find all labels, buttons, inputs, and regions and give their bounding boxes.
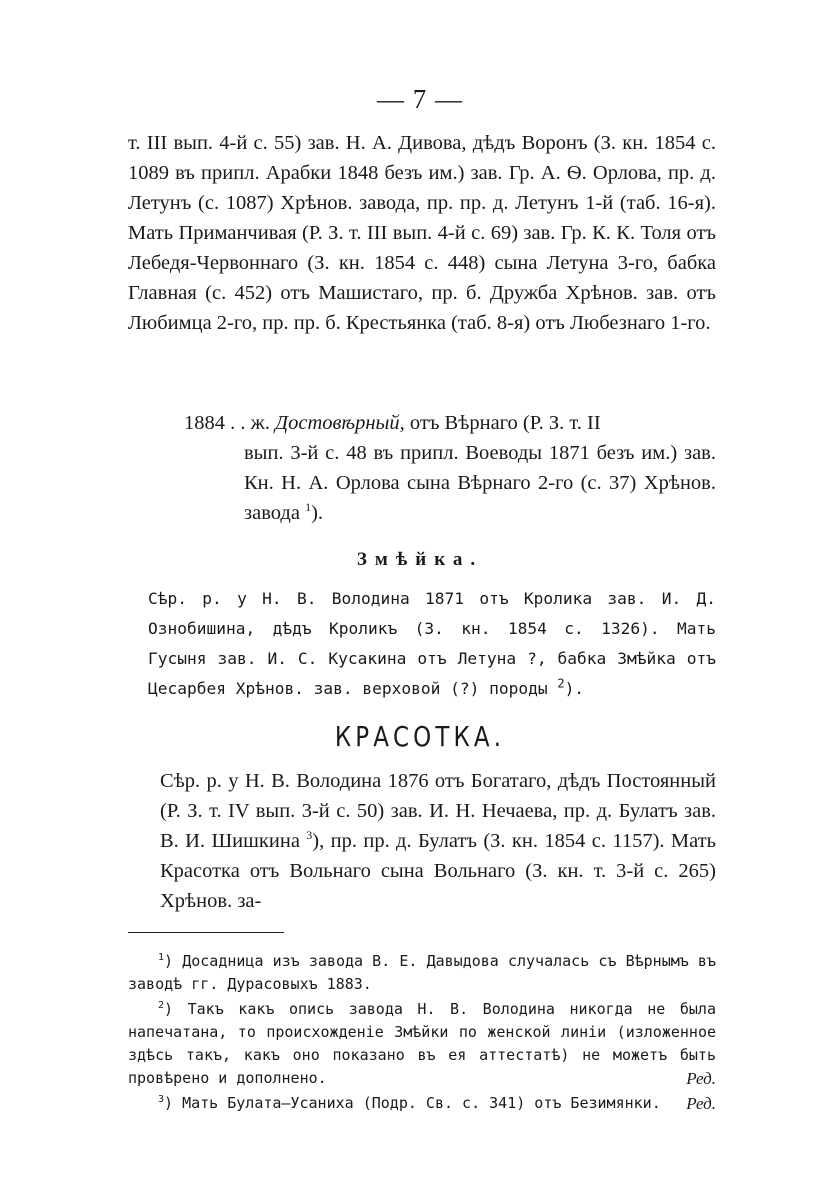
entry-year: 1884 <box>184 412 225 434</box>
entry-first-line <box>128 408 716 438</box>
footnote-2 <box>128 998 716 1090</box>
footnote-text: ) Мать Булата—Усаниха (Подр. Св. с. 341) отъ Безимянки. <box>164 1094 661 1112</box>
footnote-ref-2: 2 <box>557 676 565 691</box>
editor-mark: Ред. <box>686 1069 716 1088</box>
entry-cont-text: вып. 3-й с. 48 въ припл. Воеводы 1871 безъ им.) зав. Кн. Н. А. Орлова сына Вѣрнаго 2-го (с. 37) Хрѣнов. завода <box>244 442 716 524</box>
page-number: — 7 — <box>377 84 463 114</box>
entry-dots: . . ж. <box>230 412 270 434</box>
horse-name: Достовѣрный, <box>275 412 405 434</box>
footnote-ref-1: 1 <box>305 500 312 515</box>
footnote-mark: 2 <box>158 1000 165 1011</box>
section-heading-krasotka: КРАСОТКА. <box>334 720 506 753</box>
footnote-divider <box>128 932 284 933</box>
entry-line1-rest: отъ Вѣрнаго (Р. З. т. II <box>409 412 601 434</box>
entry-continuation <box>128 438 716 528</box>
paragraph-text <box>128 766 716 916</box>
footnote-mark: 1 <box>158 952 165 963</box>
paragraph-text: т. III вып. 4-й с. 55) зав. Н. А. Дивова, дѣдъ Воронъ (З. кн. 1854 с. 1089 въ припл. Арабки 1848 безъ им.) зав. Гр. А. Ѳ. Орлова, пр. д. Летунъ (с. 1087) Хрѣнов. завода, пр. пр. д. Летунъ 1-й (таб. 16-я). Мать Приманчивая (Р. З. т. III вып. 4-й с. 69) зав. Гр. К. К. Толя отъ Лебедя-Червоннаго (З. кн. 1854 с. 448) сына Летуна 3-го, бабка Главная (с. 452) отъ Машистаго, пр. б. Дружба Хрѣнов. зав. отъ Любимца 2-го, пр. пр. б. Крестьянка (таб. 8-я) отъ Любезнаго 1-го. <box>128 132 716 334</box>
paragraph-part1: Сѣр. р. у Н. В. Володина 1876 отъ Богатаго, дѣдъ Постоянный (Р. З. т. IV вып. 3-й с. 50) зав. И. Н. Нечаева, пр. д. Булатъ зав. В. И. Шишкина <box>160 770 716 852</box>
paragraph-continuation <box>128 128 716 338</box>
paragraph-zmeika <box>128 584 716 704</box>
paragraph-end: ). <box>564 679 585 698</box>
footnotes <box>128 950 716 1117</box>
footnote-3 <box>128 1092 716 1115</box>
paragraph-part2: ), пр. пр. д. Булатъ (З. кн. 1854 с. 1157). Мать Красотка отъ Вольнаго сына Вольнаго (З. кн. т. 3-й с. 265) Хрѣнов. за- <box>160 830 716 912</box>
paragraph-krasotka <box>128 766 716 916</box>
editor-mark: Ред. <box>686 1094 716 1113</box>
footnote-1 <box>128 950 716 996</box>
footnote-mark: 3 <box>158 1094 165 1105</box>
paragraph-text <box>128 584 716 704</box>
footnote-text: ) Досадница изъ завода В. Е. Давыдова случалась съ Вѣрнымъ въ заводѣ гг. Дурасовыхъ 1883. <box>128 952 716 993</box>
footnote-ref-3: 3 <box>306 828 313 843</box>
entry-1884 <box>128 408 716 528</box>
section-heading-zmeika: Змѣйка. <box>356 549 484 570</box>
entry-end: ). <box>311 502 324 524</box>
footnote-text: ) Такъ какъ опись завода Н. В. Володина никогда не была напечатана, то происхожденіе Змѣйки по женской линіи (изложенное здѣсь такъ, какъ оно показано въ ея аттестатѣ) не можетъ быть провѣрено и дополнено. <box>128 1000 716 1087</box>
paragraph-zmeika-text: Сѣр. р. у Н. В. Володина 1871 отъ Кролика зав. И. Д. Ознобишина, дѣдъ Кроликъ (З. кн. 1854 с. 1326). Мать Гусыня зав. И. С. Кусакина отъ Летуна ?, бабка Змѣйка отъ Цесарбея Хрѣнов. зав. верховой (?) породы <box>148 589 716 698</box>
